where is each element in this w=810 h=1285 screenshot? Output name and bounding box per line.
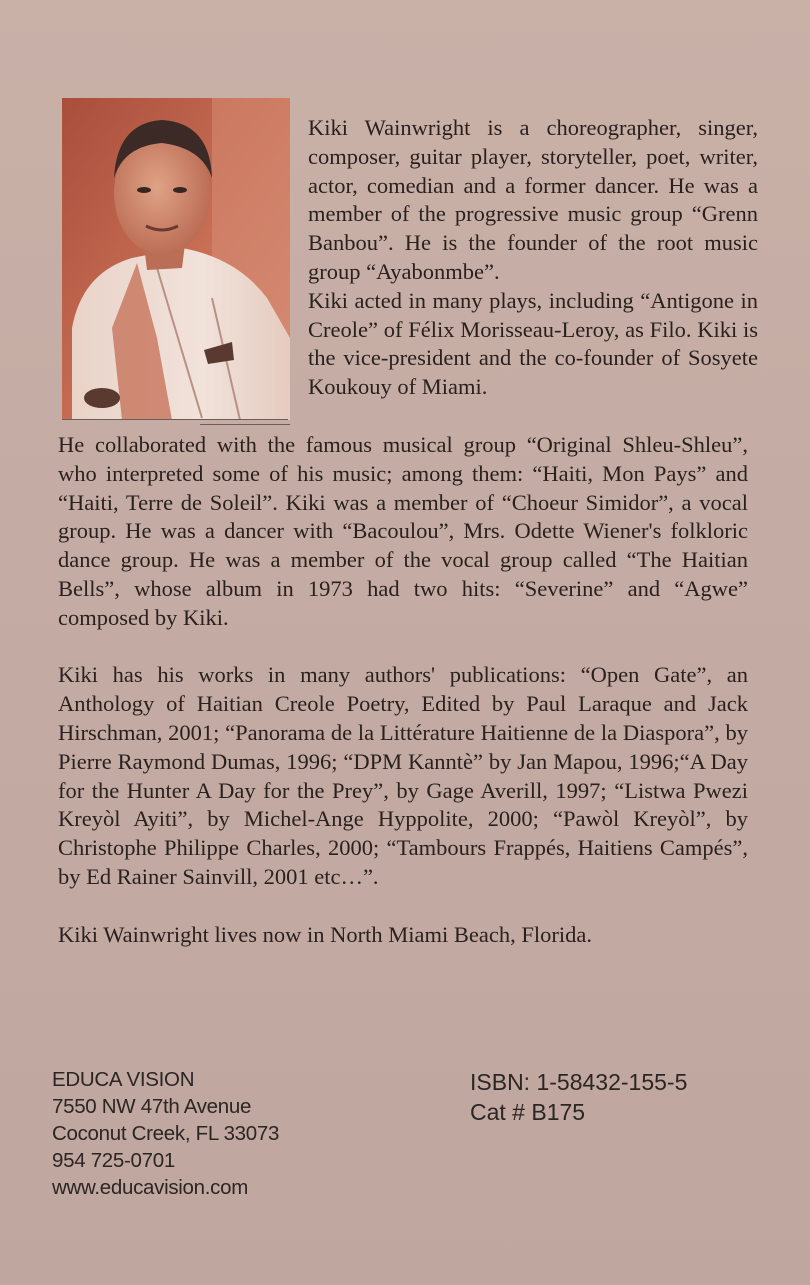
- publisher-website: www.educavision.com: [52, 1176, 248, 1199]
- publisher-name: EDUCA VISION: [52, 1068, 195, 1091]
- bio-paragraph-intro: Kiki Wainwright is a choreographer, singer, composer, guitar player, storyteller, poet, writer, actor, comedian and a former dancer. He was a member of the progressive music group “Grenn Banbou”. He is the founder of the root music group “Ayabonmbe”.: [308, 115, 758, 284]
- author-photo: [62, 98, 290, 420]
- catalog-info: [470, 1067, 687, 1127]
- publisher-phone: 954 725-0701: [52, 1149, 175, 1172]
- bio-paragraph-residence: Kiki Wainwright lives now in North Miami Beach, Florida.: [58, 921, 592, 947]
- bio-paragraph-music: He collaborated with the famous musical group “Original Shleu-Shleu”, who interpreted some of his music; among them: “Haiti, Mon Pays” and “Haiti, Terre de Soleil”. Kiki was a member of “Choeur Simidor”, a vocal group. He was a dancer with “Bacoulou”, Mrs. Odette Wiener's folkloric dance group. He was a member of the vocal group called “The Haitian Bells”, whose album in 1973 had two hits: “Severine” and “Agwe” composed by Kiki.: [58, 432, 748, 630]
- photo-rule: [62, 419, 288, 420]
- publisher-address: [52, 1066, 279, 1201]
- catalog-number: Cat # B175: [470, 1099, 586, 1125]
- author-portrait-image: [62, 98, 290, 420]
- bio-paragraph-plays: Kiki acted in many plays, including “Antigone in Creole” of Félix Morisseau-Leroy, as Filo. Kiki is the vice-president and the co-founder of Sosyete Koukouy of Miami.: [308, 287, 758, 400]
- bio-body: [58, 431, 748, 949]
- isbn-number: ISBN: 1-58432-155-5: [470, 1069, 688, 1095]
- publisher-street: 7550 NW 47th Avenue: [52, 1095, 252, 1118]
- bio-intro: [308, 114, 758, 402]
- publisher-city: Coconut Creek, FL 33073: [52, 1122, 280, 1145]
- photo-rule-extension: [200, 424, 290, 425]
- bio-paragraph-publications: Kiki has his works in many authors' publications: “Open Gate”, an Anthology of Haitian Creole Poetry, Edited by Paul Laraque and Jack Hirschman, 2001; “Panorama de la Littérature Haitienne de la Diaspora”, by Pierre Raymond Dumas, 1996; “DPM Kanntè” by Jan Mapou, 1996;“A Day for the Hunter A Day for the Prey”, by Gage Averill, 1997; “Listwa Pwezi Kreyòl Ayiti”, by Michel-Ange Hyppolite, 2000; “Pawòl Kreyòl”, by Christophe Philippe Charles, 2000; “Tambours Frappés, Haitiens Campés”, by Ed Rainer Sainvill, 2001 etc…”.: [58, 662, 748, 889]
